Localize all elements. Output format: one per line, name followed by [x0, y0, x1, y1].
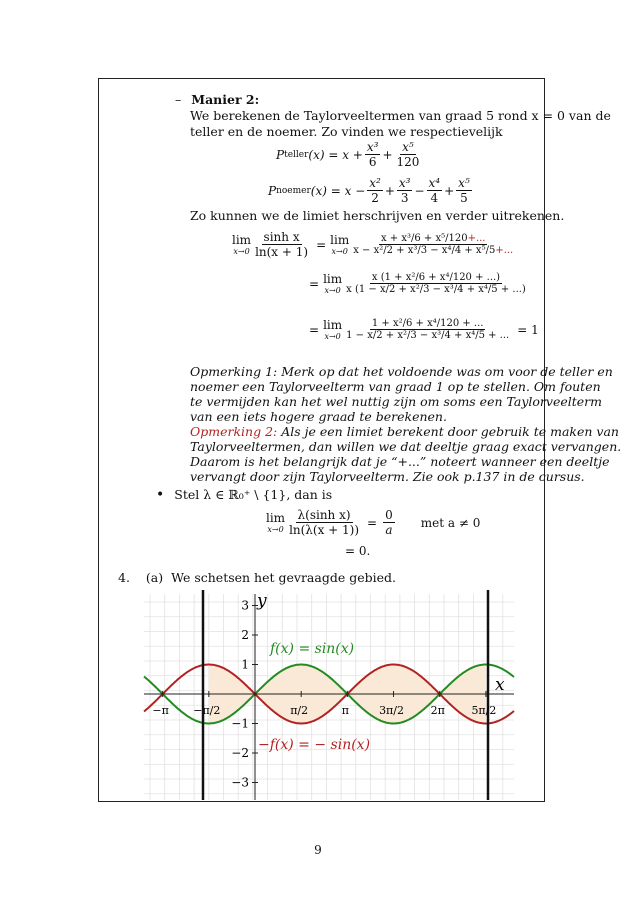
opm2-l1-text: Als je een limiet berekent door gebruik te maken van	[277, 424, 619, 439]
b-rhs-den: a	[385, 523, 393, 537]
noemer-f3-den: 4	[430, 191, 439, 205]
r3-den: 1 − x/2 + x²/3 − x³/4 + x⁴/5 + ...	[346, 330, 510, 341]
b-rhs-num: 0	[385, 508, 393, 522]
teller-plus: +	[382, 147, 393, 162]
lim1-sub: x→0	[233, 247, 250, 256]
noemer-f4-den: 5	[460, 191, 468, 205]
y-tick-label: −3	[231, 775, 249, 790]
b-num: λ(sinh x)	[297, 508, 351, 522]
bullet-result: = 0.	[345, 544, 371, 558]
page-number: 9	[314, 843, 322, 857]
manier-title: Manier 2:	[191, 92, 260, 107]
lim2-sub: x→0	[331, 247, 348, 256]
x-tick-label: 3π/2	[379, 704, 405, 717]
lim1: lim	[232, 233, 252, 247]
noemer-op3: +	[444, 183, 455, 198]
r1-num-red: +...	[467, 233, 486, 244]
lim3-sub: x→0	[324, 286, 341, 295]
bullet-symbol: •	[156, 487, 165, 503]
noemer-f4-num: x⁵	[458, 176, 470, 190]
noemer-f1-den: 2	[371, 191, 379, 205]
opm1-l1: Opmerking 1: Merk op dat het voldoende was om voor de teller en	[190, 364, 613, 379]
lim4: lim	[323, 318, 343, 332]
x-tick-label: 2π	[430, 704, 445, 717]
noemer-f2-den: 3	[400, 191, 409, 205]
g-label: −f(x) = − sin(x)	[258, 737, 371, 753]
lim2: lim	[330, 233, 350, 247]
teller-f1-den: 6	[368, 155, 377, 169]
bullet-text: Stel λ ∈ ℝ₀⁺ \ {1}, dan is	[174, 487, 333, 502]
lhs-num: sinh x	[263, 230, 300, 244]
b-cond: met a ≠ 0	[420, 515, 481, 530]
manier-dash: –	[175, 92, 182, 107]
item4-number: 4.	[118, 570, 130, 585]
teller-arg: (x) = x +	[308, 147, 363, 162]
y-tick-label: −2	[231, 746, 249, 760]
para1-line1: We berekenen de Taylorveeltermen van graad 5 rond x = 0 van de	[190, 108, 611, 123]
r2-den: x (1 − x/2 + x²/3 − x³/4 + x⁴/5 + ...)	[346, 284, 526, 295]
teller-sub: teller	[284, 149, 309, 160]
r3-result: = 1	[517, 322, 539, 337]
x-tick-label: π/2	[290, 704, 309, 717]
noemer-p: P	[268, 183, 277, 198]
x-tick-label: 5π/2	[471, 704, 497, 717]
item4-sub: (a)	[145, 570, 164, 585]
x-axis-label: x	[495, 675, 505, 695]
y-tick-label: −1	[231, 716, 249, 731]
noemer-arg: (x) = x −	[310, 183, 366, 198]
lim4-sub: x→0	[324, 332, 341, 341]
blim-sub: x→0	[267, 525, 284, 534]
r1-den-red: +...	[495, 245, 514, 256]
eq2: =	[309, 276, 320, 291]
opm2-l3: Daarom is het belangrijk dat je “+...” noteert wanneer een deeltje	[190, 454, 610, 469]
teller-f1-num: x³	[366, 140, 379, 154]
teller-p: P	[276, 147, 285, 162]
r1-num: x + x³/6 + x⁵/120	[380, 233, 468, 244]
eq1: =	[316, 237, 327, 252]
y-tick-label: 1	[241, 657, 249, 672]
opm1-l4: van een iets hogere graad te berekenen.	[190, 409, 447, 424]
x-tick-label: −π	[152, 704, 169, 717]
opm2-label: Opmerking 2:	[190, 424, 278, 439]
y-axis-label: y	[257, 591, 267, 611]
opm2-l2: Taylorveeltermen, dan willen we dat deeltje graag exact vervangen.	[190, 439, 622, 454]
noemer-op1: +	[384, 183, 395, 198]
lim3: lim	[323, 272, 343, 286]
f-label: f(x) = sin(x)	[270, 641, 355, 657]
opm1-l3: te vermijden kan het wel nuttig zijn om soms een Taylorveelterm	[190, 394, 602, 409]
teller-f2-den: 120	[396, 155, 420, 169]
x-tick-label: −π/2	[193, 704, 221, 717]
opm2-l4: vervangt door zijn Taylorveelterm. Zie ook p.137 in de cursus.	[190, 469, 585, 484]
b-den: ln(λ(x + 1))	[289, 523, 360, 537]
noemer-op2: −	[414, 183, 425, 198]
noemer-f2-num: x³	[398, 176, 411, 190]
r3-num: 1 + x²/6 + x⁴/120 + ...	[371, 318, 484, 329]
eq3: =	[309, 322, 320, 337]
para2: Zo kunnen we de limiet herschrijven en verder uitrekenen.	[190, 208, 565, 223]
opm1-l2: noemer een Taylorveelterm van graad 1 op te stellen. Om fouten	[190, 379, 601, 394]
y-tick-label: 2	[241, 628, 249, 642]
noemer-f3-num: x⁴	[428, 176, 441, 190]
y-tick-label: 3	[241, 598, 249, 613]
lhs-den: ln(x + 1)	[255, 245, 309, 259]
r2-num: x (1 + x²/6 + x⁴/120 + ...)	[371, 272, 501, 283]
item4-text: We schetsen het gevraagde gebied.	[171, 570, 396, 585]
b-eq: =	[367, 515, 378, 530]
x-tick-label: π	[341, 704, 349, 717]
noemer-sub: noemer	[276, 185, 311, 196]
noemer-f1-num: x²	[369, 176, 381, 190]
blim: lim	[266, 511, 286, 525]
para1-line2: teller en de noemer. Zo vinden we respectievelijk	[190, 124, 503, 139]
r1-den: x − x²/2 + x³/3 − x⁴/4 + x⁵/5	[353, 245, 496, 256]
teller-f2-num: x⁵	[402, 140, 414, 154]
